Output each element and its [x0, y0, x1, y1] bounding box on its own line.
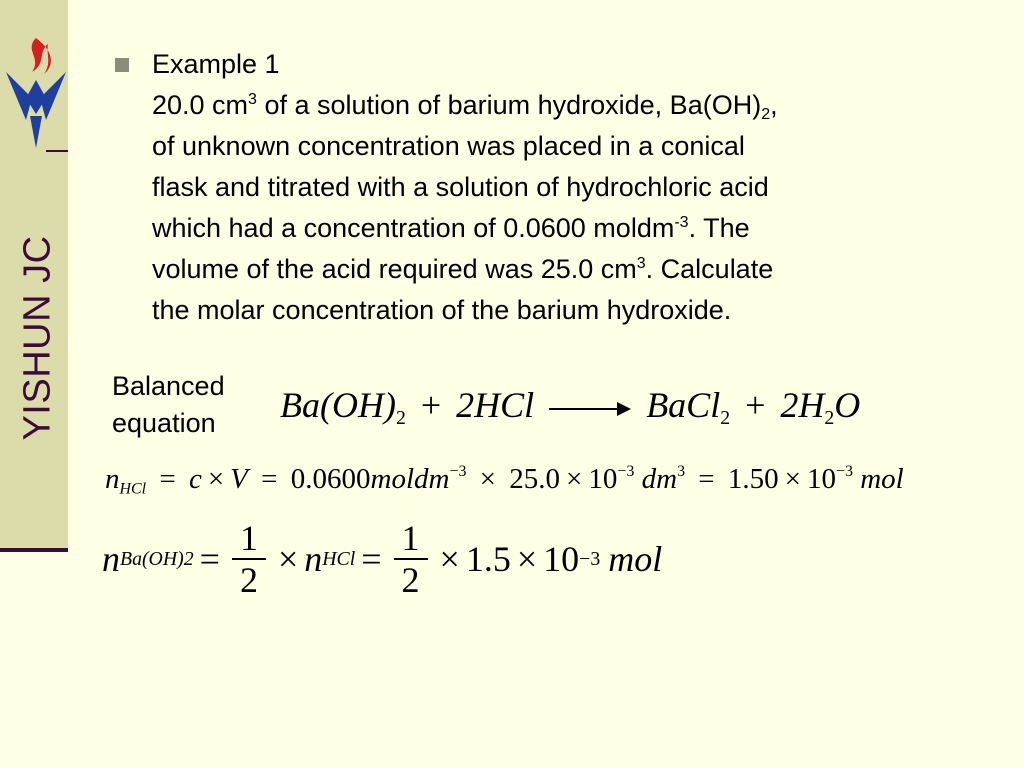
sidebar [0, 0, 68, 548]
problem-line-6: the molar concentration of the barium hydroxide. [152, 295, 732, 325]
example-block [112, 44, 992, 331]
moles-hcl-equation: nHCl = c × V = 0.0600moldm$^{-3}$ × $25.0 \times 10^{-3}$ $dm^3 = 1.50 \times 10^{-3}$ mol [105, 463, 904, 498]
org-name: YISHUN JC [16, 235, 59, 441]
problem-line-2: of unknown concentration was placed in a conical [152, 131, 745, 161]
problem-line-3: flask and titrated with a solution of hydrochloric acid [152, 172, 769, 202]
college-logo-icon [2, 36, 70, 150]
problem-line-4: which had a concentration of 0.0600 moldm$^{-3}$. The [152, 213, 750, 243]
balanced-equation-label: Balanced equation [112, 371, 225, 438]
bullet-icon [115, 58, 129, 72]
reaction-arrow-icon [547, 399, 633, 419]
fraction-half: $\frac{1}{2}$ [394, 518, 428, 600]
balanced-equation: Ba(OH)2 + 2HCl BaCl2 + 2H2O [280, 385, 861, 429]
moles-barium-hydroxide-equation: n Ba(OH)2 = $\frac{1}{2}$ × n HCl = $\frac{1}{2}$ × 1.5 × 10 −3 mol [102, 518, 663, 600]
problem-line-5: volume of the acid required was 25.0 $cm^3$. Calculate [152, 254, 774, 284]
sidebar-divider [0, 548, 68, 552]
example-title: Example 1 [152, 49, 280, 79]
fraction-half: $\frac{1}{2}$ [232, 518, 266, 600]
problem-line-1: 20.0 $cm^3$ of a solution of barium hydroxide, $Ba(OH)_2$, [152, 90, 778, 123]
sidebar-accent-line [46, 150, 68, 152]
